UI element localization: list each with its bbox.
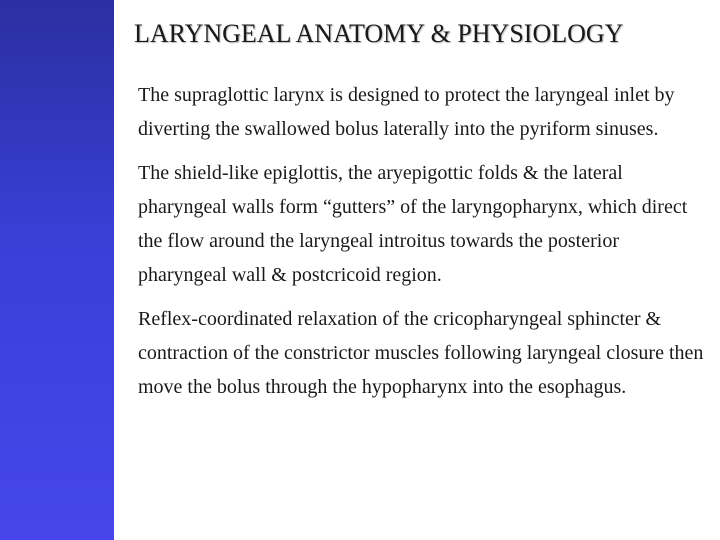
paragraph-epiglottis: The shield-like epiglottis, the aryepigottic folds & the lateral pharyngeal walls form “gutters” of the laryngopharynx, which direct the flow around the laryngeal introitus towards the posterior pharyngeal wall & postcricoid region. [138,162,688,286]
slide-title: LARYNGEAL ANATOMY & PHYSIOLOGY [134,19,624,48]
slide-body [138,78,712,414]
paragraph-supraglottic: The supraglottic larynx is designed to protect the laryngeal inlet by diverting the swallowed bolus laterally into the pyriform sinuses. [138,84,675,140]
decorative-side-bar [0,0,114,540]
paragraph-reflex: Reflex-coordinated relaxation of the cricopharyngeal sphincter & contraction of the constrictor muscles following laryngeal closure then move the bolus through the hypopharynx into the esophagus. [138,308,704,398]
